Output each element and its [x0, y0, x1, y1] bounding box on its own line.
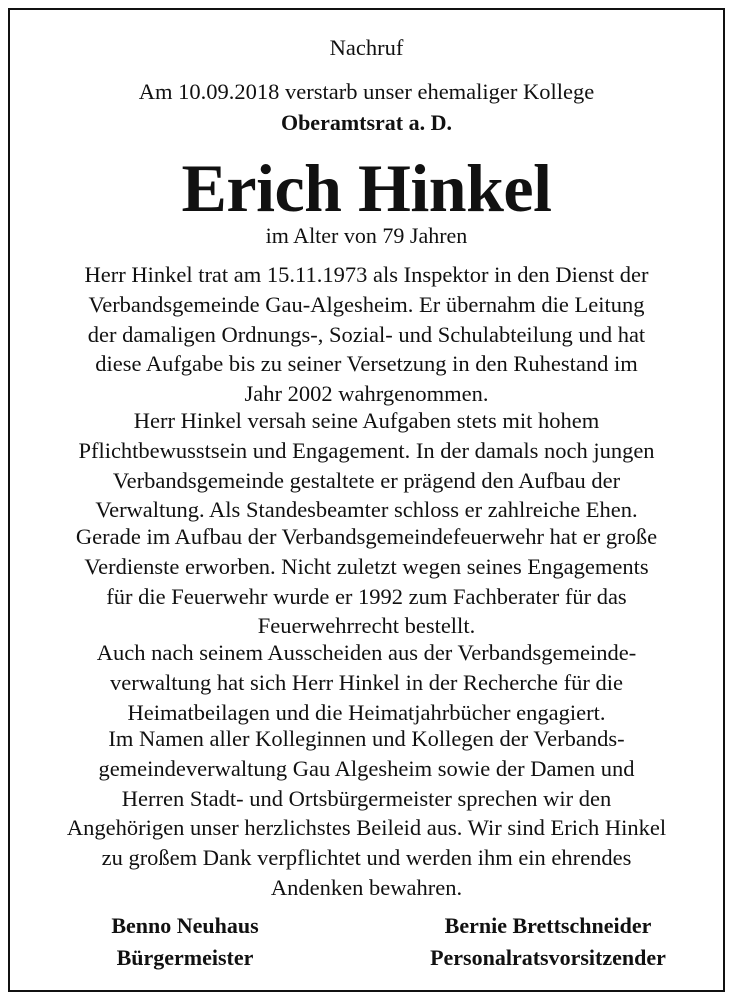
obituary-frame	[8, 8, 725, 992]
paragraph-line: Gerade im Aufbau der Verbandsgemeindefeuerwehr hat er große	[75, 524, 658, 549]
paragraph-line: Auch nach seinem Ausscheiden aus der Verbandsgemeinde-	[96, 640, 637, 665]
paragraph-line: verwaltung hat sich Herr Hinkel in der Recherche für die	[110, 669, 623, 695]
signatory-role: Personalratsvorsitzender	[430, 945, 666, 970]
paragraph-line: Herren Stadt- und Ortsbürgermeister sprechen wir den	[121, 785, 612, 811]
signatories	[10, 910, 723, 980]
paragraph-line: Jahr 2002 wahrgenommen.	[244, 381, 489, 407]
paragraph-condolences	[10, 724, 723, 903]
paragraph-line: diese Aufgabe bis zu seiner Versetzung in den Ruhestand im	[95, 351, 638, 377]
signatory-name: Benno Neuhaus	[111, 913, 259, 938]
notice-heading: Nachruf	[329, 35, 404, 60]
notice-intro: Am 10.09.2018 verstarb unser ehemaliger Kollege	[138, 79, 595, 104]
paragraph-fire-brigade	[10, 522, 723, 641]
paragraph-line: zu großem Dank verpflichtet und werden ihm ein ehrendes	[101, 845, 632, 871]
notice-age: im Alter von 79 Jahren	[265, 223, 468, 248]
paragraph-line: Angehörigen unser herzlichstes Beileid aus. Wir sind Erich Hinkel	[66, 815, 667, 841]
signatory-staff-council	[383, 910, 713, 974]
paragraph-line: Herr Hinkel versah seine Aufgaben stets mit hohem	[133, 408, 600, 433]
signatory-mayor	[20, 910, 350, 974]
paragraph-line: Verbandsgemeinde Gau-Algesheim. Er übernahm die Leitung	[88, 291, 645, 317]
obituary-content	[10, 10, 723, 990]
paragraph-line: Verbandsgemeinde gestaltete er prägend den Aufbau der	[112, 467, 621, 493]
paragraph-line: Im Namen aller Kolleginnen und Kollegen der Verbands-	[108, 726, 625, 751]
paragraph-line: Verwaltung. Als Standesbeamter schloss er zahlreiche Ehen.	[95, 497, 638, 523]
paragraph-line: gemeindeverwaltung Gau Algesheim sowie der Damen und	[98, 755, 635, 781]
paragraph-line: für die Feuerwehr wurde er 1992 zum Fachberater für das	[106, 583, 627, 609]
paragraph-career	[10, 260, 723, 409]
notice-title: Oberamtsrat a. D.	[280, 110, 453, 135]
paragraph-line: der damaligen Ordnungs-, Sozial- und Schulabteilung und hat	[87, 321, 646, 347]
paragraph-line: Feuerwehrrecht bestellt.	[257, 613, 476, 639]
paragraph-retirement	[10, 638, 723, 727]
signatory-name: Bernie Brettschneider	[444, 913, 652, 938]
paragraph-line: Pflichtbewusstsein und Engagement. In der damals noch jungen	[78, 437, 655, 463]
paragraph-line: Heimatbeilagen und die Heimatjahrbücher engagiert.	[127, 699, 606, 725]
signatory-role: Bürgermeister	[116, 945, 254, 970]
paragraph-line: Verdienste erworben. Nicht zuletzt wegen seines Engagements	[84, 553, 649, 579]
deceased-name: Erich Hinkel	[181, 150, 552, 226]
paragraph-duties	[10, 406, 723, 525]
paragraph-line: Andenken bewahren.	[270, 874, 463, 900]
paragraph-line: Herr Hinkel trat am 15.11.1973 als Inspektor in den Dienst der	[84, 262, 649, 287]
